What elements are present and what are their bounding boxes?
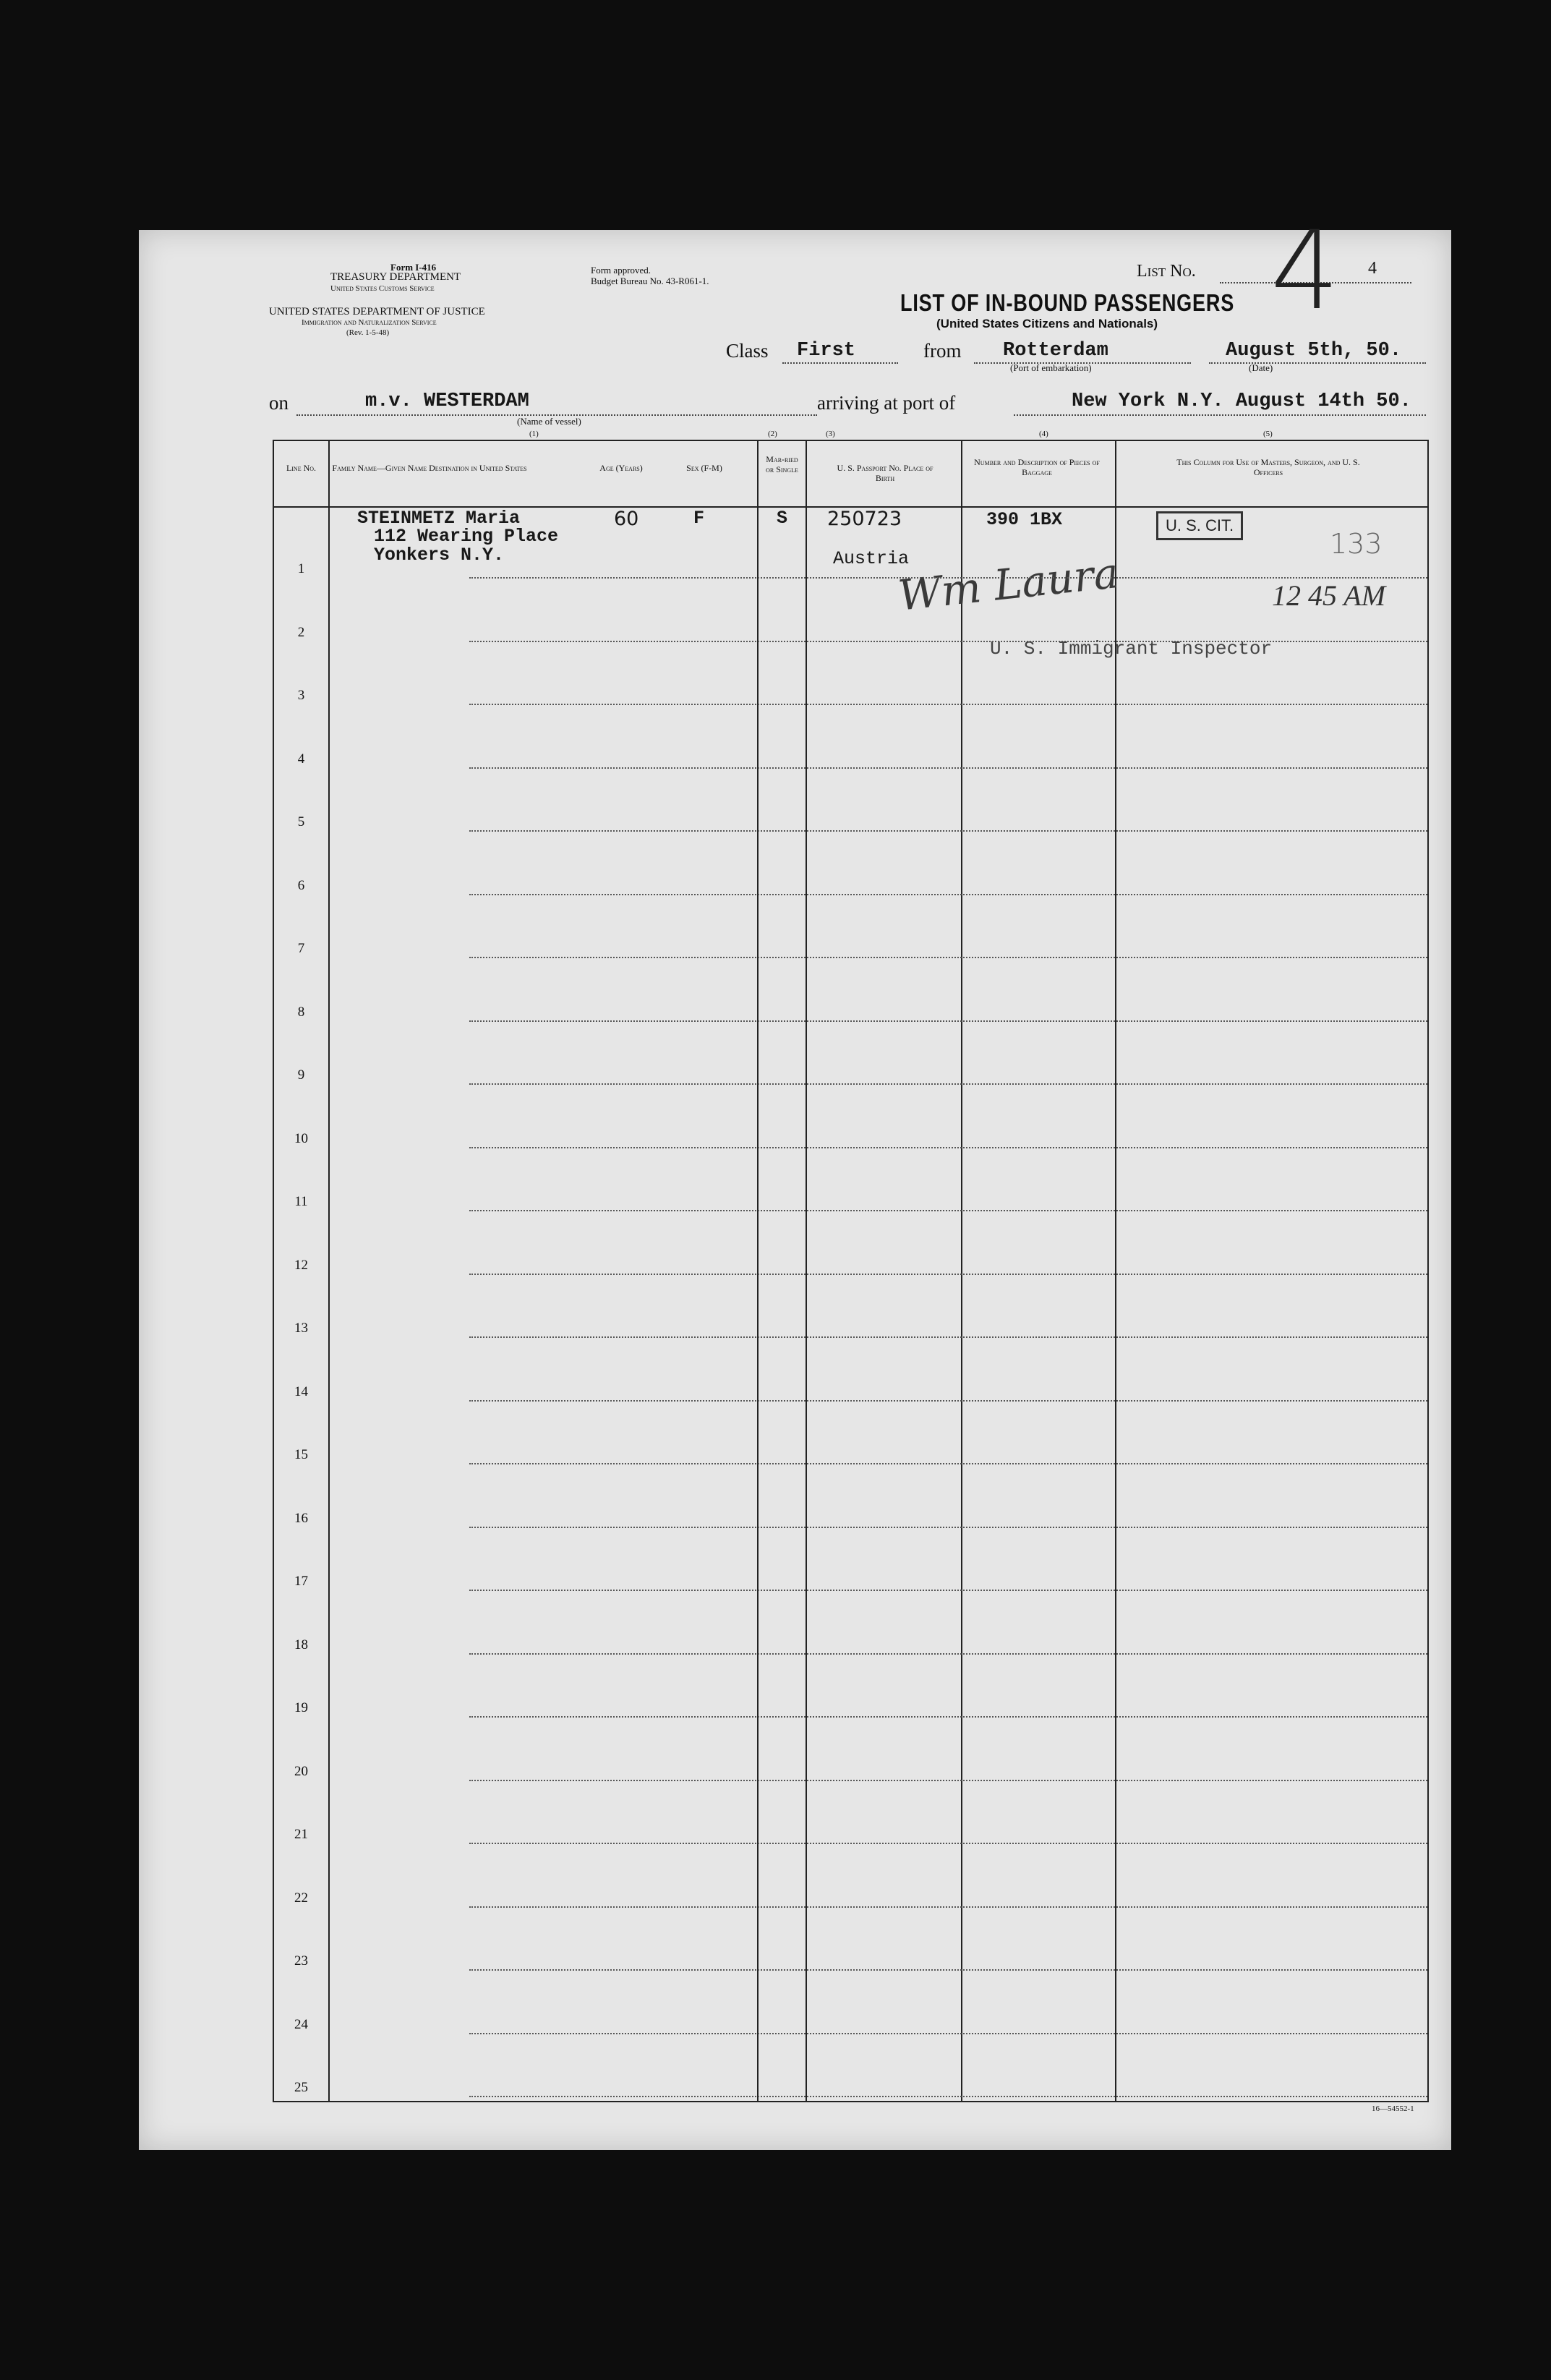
us-citizen-stamp: U. S. CIT. xyxy=(1156,511,1243,540)
passenger-name: STEINMETZ Maria xyxy=(357,508,521,529)
row-line xyxy=(469,1210,1427,1211)
passenger-marital-status: S xyxy=(777,508,788,529)
row-number: 8 xyxy=(297,1004,305,1020)
footer-code: 16—54552-1 xyxy=(1372,2104,1414,2113)
inspector-title: U. S. Immigrant Inspector xyxy=(990,638,1273,660)
form-subtitle: (United States Citizens and Nationals) xyxy=(936,317,1158,330)
row-line xyxy=(469,1527,1427,1528)
row-line xyxy=(469,1147,1427,1148)
row-number: 7 xyxy=(297,941,305,956)
header-name-destination: Family Name—Given Name Destination in United States xyxy=(332,463,527,473)
row-number: 13 xyxy=(294,1321,308,1336)
class-value: First xyxy=(797,340,856,362)
row-number: 10 xyxy=(294,1130,308,1146)
date-line xyxy=(1209,362,1426,364)
column-number-2: (2) xyxy=(768,430,777,438)
row-number: 5 xyxy=(297,814,305,829)
row-number: 23 xyxy=(294,1953,308,1969)
row-number: 14 xyxy=(294,1383,308,1399)
arriving-label: arriving at port of xyxy=(817,392,956,414)
row-line xyxy=(469,2096,1427,2097)
header-age: Age (Years) xyxy=(599,463,643,473)
row-number: 9 xyxy=(297,1067,305,1083)
row-line xyxy=(469,1274,1427,1275)
customs-service: United States Customs Service xyxy=(330,284,435,293)
port-embarkation-value: Rotterdam xyxy=(1003,340,1108,362)
row-line xyxy=(469,1400,1427,1402)
date-value: August 5th, 50. xyxy=(1226,340,1402,362)
row-line xyxy=(469,767,1427,769)
list-no-label: List No. xyxy=(1137,262,1196,281)
passenger-age: 60 xyxy=(614,508,639,530)
row-number: 12 xyxy=(294,1257,308,1273)
on-label: on xyxy=(269,392,289,414)
arrival-line xyxy=(1014,414,1426,416)
header-married-single: Mar-ried or Single xyxy=(766,454,798,474)
vessel-name-value: m.v. WESTERDAM xyxy=(365,391,529,412)
class-line xyxy=(782,362,898,364)
passenger-baggage: 390 1BX xyxy=(986,509,1063,530)
row-line xyxy=(469,1463,1427,1464)
vessel-name-caption: (Name of vessel) xyxy=(517,416,581,427)
row-number: 4 xyxy=(297,751,305,767)
class-label: Class xyxy=(726,340,769,362)
row-line xyxy=(469,1020,1427,1022)
budget-bureau: Budget Bureau No. 43-R061-1. xyxy=(591,276,709,286)
passenger-table xyxy=(273,440,1429,2102)
row-number: 19 xyxy=(294,1700,308,1715)
from-label: from xyxy=(923,340,962,362)
row-line xyxy=(469,1780,1427,1781)
list-no-superscript: 4 xyxy=(1368,259,1377,278)
row-number: 22 xyxy=(294,1890,308,1906)
row-line xyxy=(469,1843,1427,1844)
row-line xyxy=(469,704,1427,705)
row-line xyxy=(469,2033,1427,2034)
inspector-signature: Wm Laura xyxy=(896,548,1121,620)
passenger-sex: F xyxy=(693,508,705,529)
passenger-birthplace: Austria xyxy=(833,548,910,569)
port-embarkation-caption: (Port of embarkation) xyxy=(1010,362,1092,373)
row-line xyxy=(469,894,1427,895)
passenger-address-line1: 112 Wearing Place xyxy=(374,526,559,547)
row-line xyxy=(469,1590,1427,1591)
row-number: 3 xyxy=(297,688,305,703)
row-line xyxy=(469,1969,1427,1971)
column-number-3: (3) xyxy=(826,430,835,438)
header-passport-birthplace: U. S. Passport No. Place of Birth xyxy=(837,463,933,483)
row-line xyxy=(469,1906,1427,1908)
arrival-port-value: New York N.Y. August 14th 50. xyxy=(1072,391,1411,412)
treasury-department: TREASURY DEPARTMENT xyxy=(330,271,461,283)
date-caption: (Date) xyxy=(1249,362,1273,373)
row-number: 11 xyxy=(294,1194,308,1209)
immigration-service: Immigration and Naturalization Service xyxy=(302,318,437,327)
row-number: 17 xyxy=(294,1574,308,1589)
list-no-value: 4 xyxy=(1270,208,1340,334)
row-line xyxy=(469,577,1427,579)
justice-department: UNITED STATES DEPARTMENT OF JUSTICE xyxy=(269,306,485,317)
row-line xyxy=(469,1653,1427,1655)
passenger-passport-no: 250723 xyxy=(827,508,902,530)
row-line xyxy=(469,1716,1427,1718)
header-baggage: Number and Description of Pieces of Baggage xyxy=(974,457,1100,477)
row-line xyxy=(469,641,1427,642)
form-title: LIST OF IN-BOUND PASSENGERS xyxy=(900,289,1235,316)
officer-number: 133 xyxy=(1330,528,1383,560)
row-line xyxy=(469,830,1427,832)
row-number: 24 xyxy=(294,2016,308,2032)
row-number: 20 xyxy=(294,1763,308,1779)
row-line xyxy=(469,1083,1427,1085)
header-officers-use: This Column for Use of Masters, Surgeon, and U. S. Officers xyxy=(1176,457,1360,477)
row-line xyxy=(469,1336,1427,1338)
header-line-no: Line No. xyxy=(286,463,317,473)
row-number: 21 xyxy=(294,1827,308,1842)
form-number: Form I-416 xyxy=(390,262,437,273)
column-number-1: (1) xyxy=(529,430,539,438)
row-number: 16 xyxy=(294,1510,308,1526)
row-number: 1 xyxy=(297,561,305,576)
row-number: 15 xyxy=(294,1447,308,1462)
row-number: 18 xyxy=(294,1637,308,1652)
passenger-address-line2: Yonkers N.Y. xyxy=(374,545,505,566)
revision-date: (Rev. 1-5-48) xyxy=(346,328,390,337)
passenger-list-form xyxy=(139,208,1451,2150)
row-line xyxy=(469,957,1427,958)
header-sex: Sex (F-M) xyxy=(686,463,722,473)
row-number: 6 xyxy=(297,877,305,893)
row-number: 25 xyxy=(294,2080,308,2095)
column-number-4: (4) xyxy=(1039,430,1048,438)
form-approved: Form approved. xyxy=(591,265,651,276)
inspector-time: 12 45 AM xyxy=(1272,579,1386,612)
column-number-5: (5) xyxy=(1263,430,1273,438)
row-number: 2 xyxy=(297,624,305,640)
